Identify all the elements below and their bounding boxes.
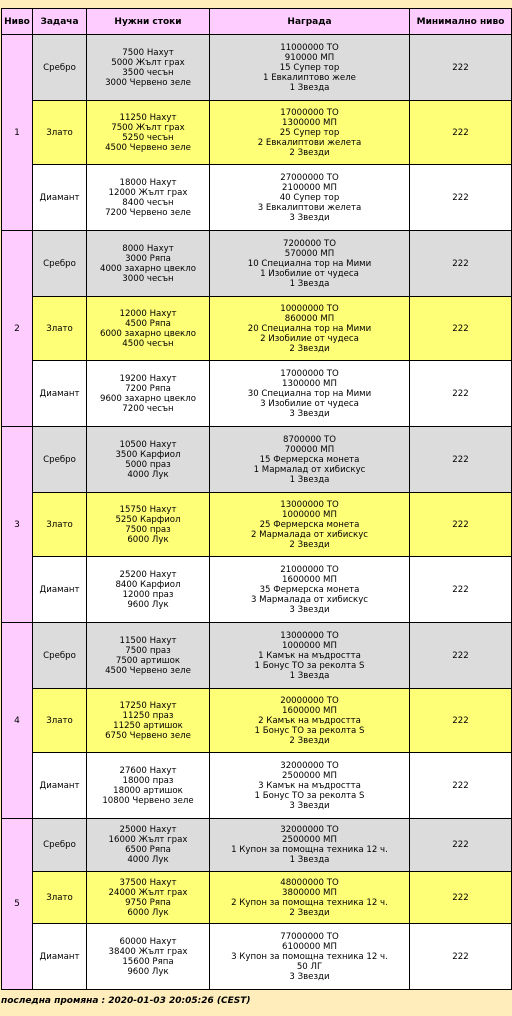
min-level-cell: 222 [410, 689, 512, 753]
reward-cell-line: 30 Специална тор на Мими [247, 388, 372, 399]
reward-cell [210, 753, 410, 819]
goods-cell-line: 7500 Нахут [122, 47, 174, 58]
goods-cell-line: 5250 Карфиол [115, 514, 181, 525]
goods-cell-line: 60000 Нахут [119, 936, 177, 947]
reward-cell-line: 1 Евкалиптово желе [263, 72, 356, 83]
reward-cell-line: 8700000 ТО [282, 434, 337, 445]
goods-cell-line: 8000 Нахут [122, 243, 174, 254]
task-cell: Злато [33, 493, 87, 557]
reward-cell-line: 2 Евкалиптови желета [257, 137, 362, 148]
header-task: Задача [33, 9, 87, 35]
reward-cell-line: 570000 МП [284, 248, 335, 259]
reward-cell-line: 3 Евкалиптови желета [257, 202, 362, 213]
goods-cell-line: 15600 Ряпа [122, 956, 174, 967]
reward-cell-line: 1 Звезда [289, 670, 330, 681]
reward-cell-line: 27000000 ТО [280, 172, 339, 183]
reward-cell-line: 21000000 ТО [280, 564, 339, 575]
goods-cell-line: 4000 Лук [127, 469, 169, 480]
goods-cell-line: 17250 Нахут [119, 700, 177, 711]
table-row [2, 623, 512, 689]
reward-cell-line: 20000000 ТО [280, 695, 339, 706]
table-row [2, 872, 512, 924]
table-row [2, 361, 512, 427]
reward-cell-line: 2 Камък на мъдростта [258, 715, 361, 726]
table-row [2, 231, 512, 297]
goods-cell-line: 24000 Жълт грах [108, 887, 188, 898]
task-cell: Сребро [33, 427, 87, 493]
table-row [2, 689, 512, 753]
reward-cell-line: 3800000 МП [282, 887, 337, 898]
task-cell: Сребро [33, 623, 87, 689]
goods-cell-line: 4500 Червено зеле [105, 142, 191, 153]
reward-cell [210, 872, 410, 924]
min-level-cell: 222 [410, 623, 512, 689]
goods-cell-line: 12000 Нахут [119, 308, 177, 319]
goods-cell [87, 35, 210, 101]
level-cell: 3 [2, 427, 33, 623]
goods-cell-line: 18000 артишок [113, 785, 183, 796]
table-row [2, 753, 512, 819]
goods-cell-line: 6000 Лук [127, 907, 169, 918]
header-level: Ниво [2, 9, 33, 35]
goods-cell [87, 557, 210, 623]
reward-cell-line: 860000 МП [284, 313, 335, 324]
reward-cell [210, 427, 410, 493]
task-cell: Диамант [33, 361, 87, 427]
goods-cell-line: 4500 чесън [122, 338, 174, 349]
task-cell: Диамант [33, 924, 87, 990]
min-level-cell: 222 [410, 924, 512, 990]
table-row [2, 35, 512, 101]
min-level-cell: 222 [410, 101, 512, 165]
task-cell: Сребро [33, 231, 87, 297]
header-reward: Награда [210, 9, 410, 35]
min-level-cell: 222 [410, 427, 512, 493]
reward-cell-line: 17000000 ТО [280, 107, 339, 118]
task-cell: Сребро [33, 35, 87, 101]
reward-cell-line: 77000000 ТО [280, 931, 339, 942]
goods-cell-line: 25000 Нахут [119, 825, 177, 835]
reward-cell-line: 1 Звезда [289, 855, 330, 865]
goods-cell-line: 10500 Нахут [119, 439, 177, 450]
min-level-cell: 222 [410, 35, 512, 101]
table-row [2, 493, 512, 557]
reward-cell-line: 15 Фермерска монета [259, 454, 360, 465]
goods-cell-line: 6000 Лук [127, 534, 169, 545]
table-row [2, 165, 512, 231]
goods-cell-line: 3000 чесън [122, 273, 174, 284]
level-cell: 2 [2, 231, 33, 427]
goods-cell-line: 11500 Нахут [119, 635, 177, 646]
reward-cell [210, 297, 410, 361]
goods-cell-line: 9600 Лук [127, 966, 169, 977]
task-cell: Диамант [33, 557, 87, 623]
table-row [2, 819, 512, 872]
reward-cell-line: 3 Звезди [289, 408, 330, 419]
goods-cell-line: 11250 артишок [113, 720, 183, 731]
goods-cell-line: 4000 Лук [127, 855, 169, 865]
reward-cell-line: 1000000 МП [282, 509, 337, 520]
reward-cell-line: 48000000 ТО [280, 877, 339, 888]
reward-cell [210, 924, 410, 990]
goods-cell-line: 4500 Ряпа [125, 318, 171, 329]
reward-cell-line: 1 Бонус ТО за реколта S [254, 660, 365, 671]
reward-cell-line: 3 Камък на мъдростта [258, 780, 361, 791]
task-cell: Диамант [33, 165, 87, 231]
table-row [2, 557, 512, 623]
goods-cell [87, 819, 210, 872]
table-body [2, 35, 512, 990]
min-level-cell: 222 [410, 493, 512, 557]
goods-cell-line: 6500 Ряпа [125, 845, 171, 855]
rewards-table [1, 8, 512, 990]
goods-cell-line: 7200 чесън [122, 403, 174, 414]
goods-cell-line: 3500 чесън [122, 67, 174, 78]
reward-cell-line: 2 Мармалада от хибискус [250, 529, 369, 540]
goods-cell-line: 7200 Червено зеле [105, 207, 191, 218]
reward-cell-line: 1 Мармалад от хибискус [253, 464, 366, 475]
reward-cell-line: 1000000 МП [282, 640, 337, 651]
reward-cell-line: 50 ЛГ [296, 961, 323, 972]
min-level-cell: 222 [410, 361, 512, 427]
min-level-cell: 222 [410, 557, 512, 623]
reward-cell-line: 40 Супер тор [279, 192, 340, 203]
reward-cell-line: 13000000 ТО [280, 499, 339, 510]
min-level-cell: 222 [410, 753, 512, 819]
reward-cell-line: 3 Купон за помощна техника 12 ч. [231, 951, 388, 962]
reward-cell-line: 20 Специална тор на Мими [247, 323, 372, 334]
reward-cell [210, 101, 410, 165]
reward-cell [210, 493, 410, 557]
goods-cell [87, 689, 210, 753]
reward-cell-line: 1 Бонус ТО за реколта S [254, 725, 365, 736]
reward-cell-line: 11000000 ТО [280, 42, 339, 53]
reward-cell-line: 2500000 МП [282, 835, 337, 845]
goods-cell [87, 297, 210, 361]
reward-cell-line: 25 Супер тор [279, 127, 340, 138]
goods-cell-line: 16000 Жълт грах [108, 835, 188, 845]
reward-cell-line: 2 Звезди [289, 147, 330, 158]
reward-cell-line: 1 Бонус ТО за реколта S [254, 790, 365, 801]
goods-cell-line: 18000 праз [122, 775, 174, 786]
level-cell: 1 [2, 35, 33, 231]
reward-cell-line: 3 Звезди [289, 604, 330, 615]
reward-cell-line: 15 Супер тор [279, 62, 340, 73]
min-level-cell: 222 [410, 819, 512, 872]
header-goods: Нужни стоки [87, 9, 210, 35]
reward-cell-line: 1300000 МП [282, 378, 337, 389]
reward-cell [210, 819, 410, 872]
goods-cell-line: 11250 Нахут [119, 112, 177, 123]
goods-cell-line: 5250 чесън [122, 132, 174, 143]
header-row [2, 9, 512, 35]
reward-cell-line: 3 Мармалада от хибискус [250, 594, 369, 605]
goods-cell-line: 12000 праз [122, 589, 174, 600]
reward-cell-line: 1 Камък на мъдростта [258, 650, 361, 661]
reward-cell [210, 231, 410, 297]
reward-cell [210, 361, 410, 427]
task-cell: Злато [33, 297, 87, 361]
reward-cell-line: 2500000 МП [282, 770, 337, 781]
reward-cell-line: 1 Звезда [289, 278, 330, 289]
reward-cell-line: 10000000 ТО [280, 303, 339, 314]
reward-cell-line: 1 Звезда [289, 474, 330, 485]
goods-cell-line: 11250 праз [122, 710, 174, 721]
reward-cell-line: 2 Купон за помощна техника 12 ч. [231, 897, 388, 908]
min-level-cell: 222 [410, 165, 512, 231]
reward-cell-line: 1 Изобилие от чудеса [260, 268, 359, 279]
task-cell: Злато [33, 101, 87, 165]
goods-cell [87, 427, 210, 493]
reward-cell-line: 2 Изобилие от чудеса [260, 333, 359, 344]
reward-cell-line: 2 Звезди [289, 735, 330, 746]
task-cell: Злато [33, 689, 87, 753]
reward-cell-line: 1600000 МП [282, 574, 337, 585]
goods-cell-line: 7200 Ряпа [125, 383, 171, 394]
reward-cell-line: 32000000 ТО [280, 760, 339, 771]
reward-cell-line: 700000 МП [284, 444, 335, 455]
goods-cell-line: 3000 Ряпа [125, 253, 171, 264]
goods-cell-line: 5000 праз [125, 459, 171, 470]
goods-cell-line: 9600 захарно цвекло [100, 393, 196, 404]
goods-cell-line: 15750 Нахут [119, 504, 177, 515]
goods-cell-line: 27600 Нахут [119, 765, 177, 776]
goods-cell-line: 3500 Карфиол [115, 449, 181, 460]
goods-cell [87, 753, 210, 819]
table-row [2, 297, 512, 361]
reward-cell [210, 689, 410, 753]
task-cell: Сребро [33, 819, 87, 872]
reward-cell-line: 35 Фермерска монета [259, 584, 360, 595]
min-level-cell: 222 [410, 231, 512, 297]
reward-cell-line: 13000000 ТО [280, 630, 339, 641]
reward-cell [210, 557, 410, 623]
reward-cell-line: 2 Звезди [289, 907, 330, 918]
goods-cell [87, 493, 210, 557]
reward-cell-line: 2 Звезди [289, 343, 330, 354]
task-cell: Злато [33, 872, 87, 924]
reward-cell-line: 17000000 ТО [280, 368, 339, 379]
task-cell: Диамант [33, 753, 87, 819]
goods-cell-line: 38400 Жълт грах [108, 946, 188, 957]
reward-cell-line: 25 Фермерска монета [259, 519, 360, 530]
goods-cell-line: 7500 праз [125, 524, 171, 535]
reward-cell-line: 10 Специална тор на Мими [247, 258, 372, 269]
goods-cell-line: 6750 Червено зеле [105, 730, 191, 741]
goods-cell-line: 4000 захарно цвекло [100, 263, 196, 274]
min-level-cell: 222 [410, 297, 512, 361]
goods-cell-line: 9750 Ряпа [125, 897, 171, 908]
reward-cell [210, 623, 410, 689]
goods-cell-line: 37500 Нахут [119, 877, 177, 888]
goods-cell [87, 872, 210, 924]
table-row [2, 427, 512, 493]
reward-cell-line: 3 Звезди [289, 212, 330, 223]
goods-cell-line: 7500 Жълт грах [111, 122, 185, 133]
min-level-cell: 222 [410, 872, 512, 924]
goods-cell [87, 231, 210, 297]
goods-cell-line: 5000 Жълт грах [111, 57, 185, 68]
reward-cell-line: 32000000 ТО [280, 825, 339, 835]
goods-cell [87, 101, 210, 165]
goods-cell-line: 8400 чесън [122, 197, 174, 208]
goods-cell-line: 7500 праз [125, 645, 171, 656]
table-row [2, 101, 512, 165]
reward-cell-line: 3 Звезди [289, 800, 330, 811]
header-min-level: Минимално ниво [410, 9, 512, 35]
reward-cell-line: 1 Купон за помощна техника 12 ч. [231, 845, 388, 855]
goods-cell-line: 19200 Нахут [119, 373, 177, 384]
reward-cell-line: 6100000 МП [282, 941, 337, 952]
goods-cell [87, 361, 210, 427]
table-row [2, 924, 512, 990]
goods-cell-line: 12000 Жълт грах [108, 187, 188, 198]
reward-cell-line: 1 Звезда [289, 82, 330, 93]
reward-cell-line: 1300000 МП [282, 117, 337, 128]
reward-cell-line: 2 Звезди [289, 539, 330, 550]
goods-cell-line: 18000 Нахут [119, 177, 177, 188]
reward-cell-line: 910000 МП [284, 52, 335, 63]
goods-cell [87, 165, 210, 231]
goods-cell-line: 8400 Карфиол [115, 579, 181, 590]
reward-cell-line: 2100000 МП [282, 182, 337, 193]
goods-cell-line: 6000 захарно цвекло [100, 328, 196, 339]
last-modified: последна промяна : 2020-01-03 20:05:26 (CEST) [1, 996, 251, 1006]
goods-cell-line: 4500 Червено зеле [105, 665, 191, 676]
goods-cell-line: 9600 Лук [127, 599, 169, 610]
goods-cell-line: 3000 Червено зеле [105, 77, 191, 88]
goods-cell [87, 924, 210, 990]
goods-cell-line: 7500 артишок [115, 655, 181, 666]
reward-cell-line: 1600000 МП [282, 705, 337, 716]
goods-cell [87, 623, 210, 689]
goods-cell-line: 10800 Червено зеле [102, 795, 194, 806]
goods-cell-line: 25200 Нахут [119, 569, 177, 580]
level-cell: 5 [2, 819, 33, 990]
reward-cell-line: 3 Изобилие от чудеса [260, 398, 359, 409]
reward-cell-line: 3 Звезди [289, 971, 330, 982]
reward-cell-line: 7200000 ТО [282, 238, 337, 249]
reward-cell [210, 35, 410, 101]
reward-cell [210, 165, 410, 231]
level-cell: 4 [2, 623, 33, 819]
